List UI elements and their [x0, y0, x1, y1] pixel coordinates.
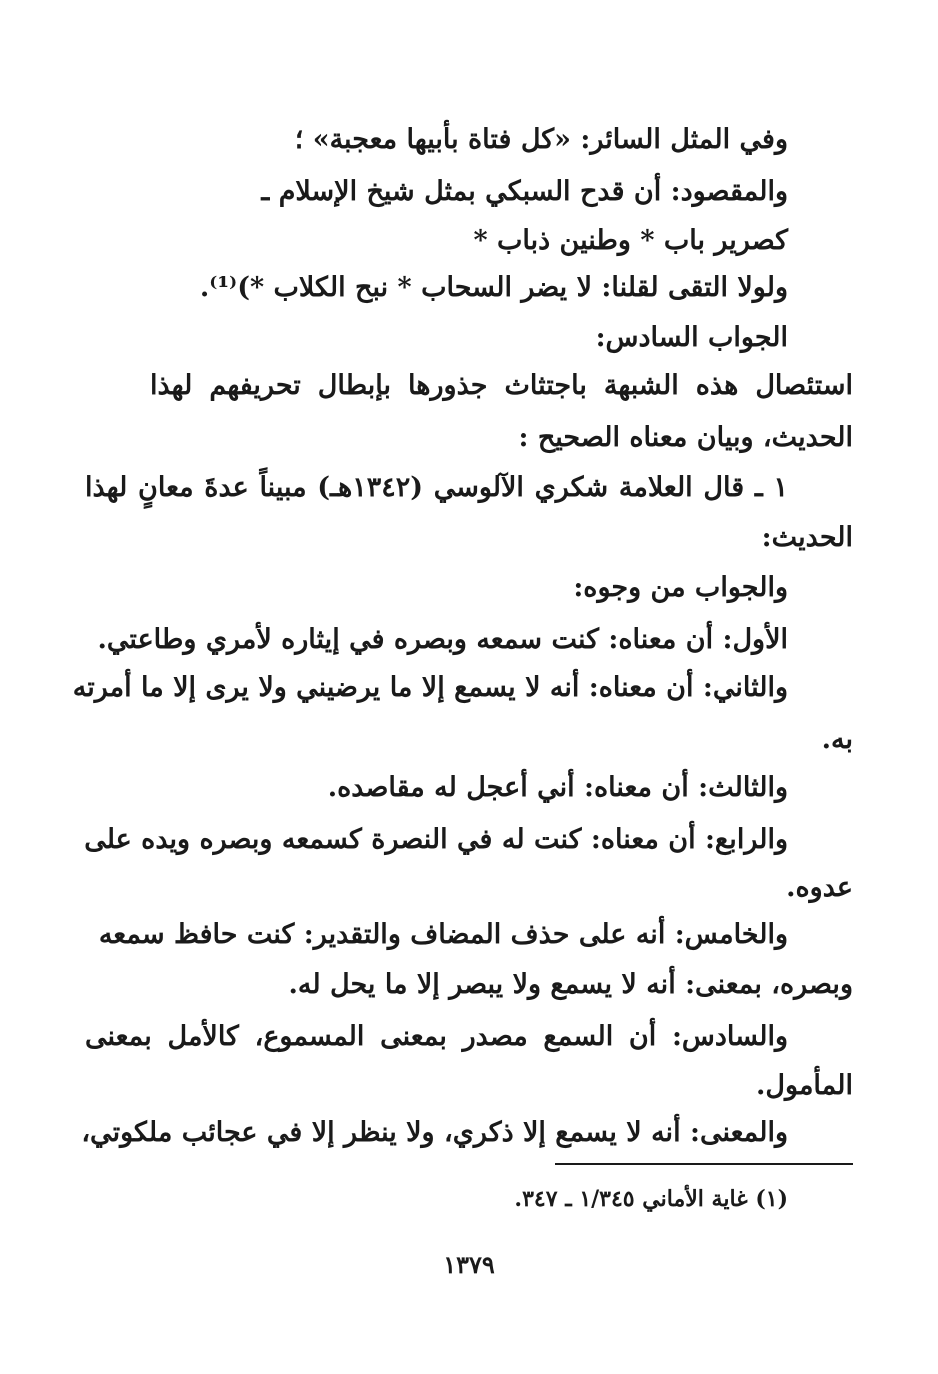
verse-line: ولولا التقى لقلنا: لا يضر السحاب * نبح الكلاب *)⁽¹⁾. [199, 272, 788, 303]
list-item: والثالث: أن معناه: أني أعجل له مقاصده. [327, 772, 788, 803]
footnote: (١) غاية الأماني ١/٣٤٥ ـ ٣٤٧. [514, 1186, 788, 1212]
text-line: والجواب من وجوه: [573, 572, 788, 603]
text-line: المأمول. [756, 1070, 853, 1101]
list-item: والسادس: أن السمع مصدر بمعنى المسموع، كالأمل بمعنى [85, 1021, 788, 1052]
text-line: به. [821, 724, 853, 755]
verse-line: كصرير باب * وطنين ذباب * [473, 225, 788, 256]
text-line: عدوه. [786, 872, 853, 903]
list-item: الأول: أن معناه: كنت سمعه وبصره في إيثاره لأمري وطاعتي. [97, 624, 788, 655]
text-line: وفي المثل السائر: «كل فتاة بأبيها معجبة» ؛ [294, 124, 788, 155]
text-line: والمعنى: أنه لا يسمع إلا ذكري، ولا ينظر إلا في عجائب ملكوتي، [81, 1117, 788, 1148]
list-item: والثاني: أن معناه: أنه لا يسمع إلا ما يرضيني ولا يرى إلا ما أمرته [72, 672, 788, 703]
text-line: استئصال هذه الشبهة باجتثاث جذورها بإبطال تحريفهم لهذا [150, 370, 853, 401]
page-number: ١٣٧٩ [443, 1250, 495, 1279]
text-line: الحديث، وبيان معناه الصحيح : [518, 422, 853, 453]
text-line: الحديث: [761, 522, 853, 553]
text-line: وبصره، بمعنى: أنه لا يسمع ولا يبصر إلا ما يحل له. [288, 969, 853, 1000]
list-item: والرابع: أن معناه: كنت له في النصرة كسمعه وبصره ويده على [84, 824, 788, 855]
section-heading: الجواب السادس: [595, 322, 788, 353]
text-line: ١ ـ قال العلامة شكري الآلوسي (١٣٤٢هـ) مبيناً عدةَ معانٍ لهذا [85, 472, 788, 503]
text-line: والمقصود: أن قدح السبكي بمثل شيخ الإسلام ـ [261, 176, 788, 207]
list-item: والخامس: أنه على حذف المضاف والتقدير: كنت حافظ سمعه [98, 919, 788, 950]
footnote-divider [555, 1163, 853, 1165]
